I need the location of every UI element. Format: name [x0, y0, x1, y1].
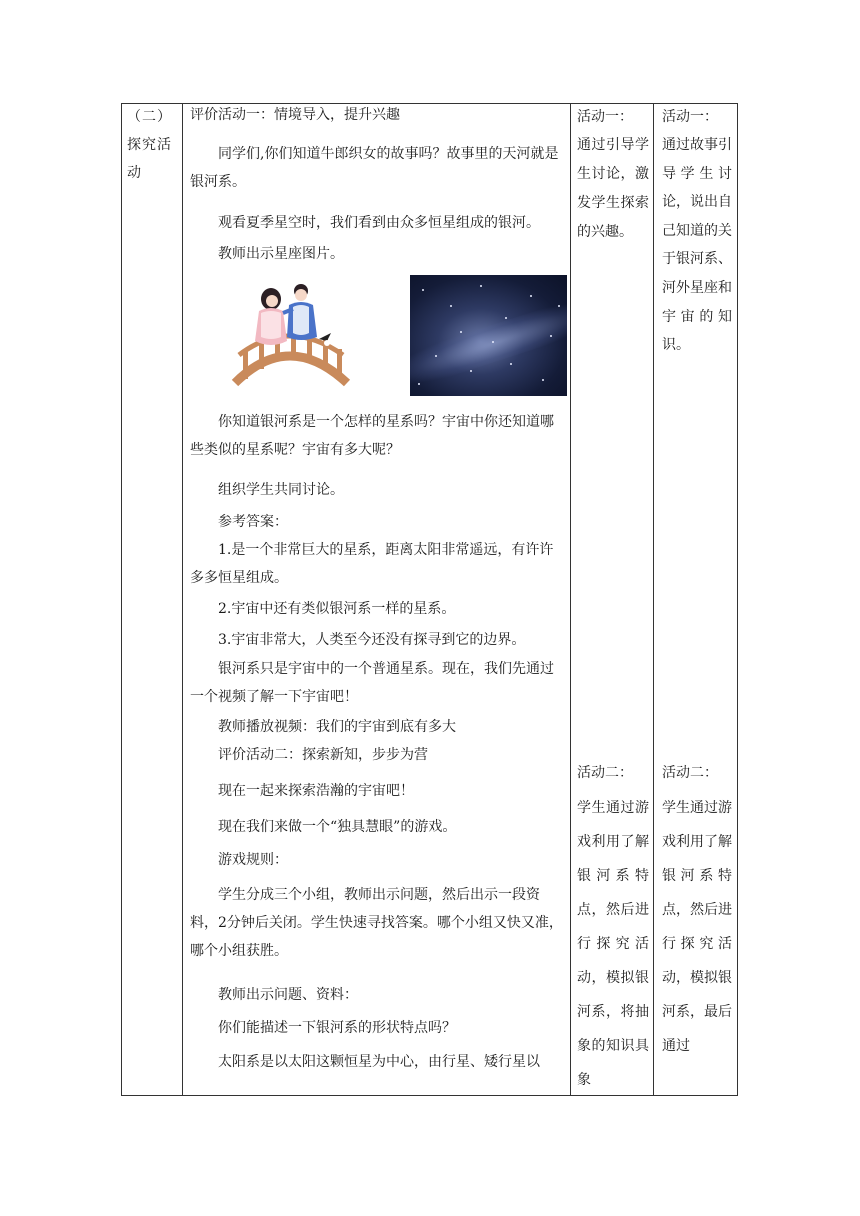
- section-cell: [121, 103, 182, 1096]
- activity-1-title: 评价活动一：情境导入，提升兴趣: [190, 107, 400, 123]
- milky-way-photo: [410, 275, 567, 396]
- section-label-3: 动: [127, 165, 142, 181]
- answer-2: 2.宇宙中还有类似银河系一样的星系。: [218, 601, 456, 617]
- paragraph-play-video: 教师播放视频：我们的宇宙到底有多大: [218, 719, 456, 735]
- paragraph-game-intro: 现在我们来做一个“独具慧眼”的游戏。: [218, 819, 457, 835]
- intent-2-title: 活动二：: [577, 765, 633, 781]
- evaluation-cell: [654, 103, 738, 1096]
- teaching-intent-cell: [571, 103, 653, 1096]
- intent-1-title: 活动一：: [577, 109, 633, 125]
- lesson-table: [121, 103, 738, 1096]
- paragraph-explore: 现在一起来探索浩瀚的宇宙吧！: [218, 783, 414, 799]
- evaluation-2-title: 活动二：: [662, 765, 718, 781]
- intent-1-text: 通过引导学生讨论，激发学生探索的兴趣。: [577, 137, 649, 240]
- paragraph-summer-sky: 观看夏季星空时，我们看到由众多恒星组成的银河。: [218, 215, 540, 231]
- cowherd-weaver-girl-illustration: [231, 279, 353, 391]
- activity-2-title: 评价活动二：探索新知，步步为营: [218, 747, 428, 763]
- evaluation-1-title: 活动一：: [662, 109, 718, 125]
- paragraph-rules-detail: 学生分成三个小组，教师出示问题，然后出示一段资料，2分钟后关闭。学生快速寻找答案。哪个小组又快又准，哪个小组获胜。: [190, 887, 563, 959]
- paragraph-shape-question: 你们能描述一下银河系的形状特点吗？: [218, 1020, 456, 1036]
- evaluation-1-text: 通过故事引导学生讨论，说出自己知道的关于银河系、河外星座和宇宙的知识。: [662, 137, 732, 354]
- answer-3: 3.宇宙非常大，人类至今还没有探寻到它的边界。: [218, 632, 526, 648]
- evaluation-2-text: 学生通过游戏利用了解银河系特点，然后进行探究活动，模拟银河系，最后通过: [662, 800, 732, 1054]
- paragraph-reference-answer: 参考答案：: [218, 514, 288, 530]
- paragraph-solar-system: 太阳系是以太阳这颗恒星为中心，由行星、矮行星以: [218, 1054, 540, 1070]
- paragraph-story-intro: 同学们,你们知道牛郎织女的故事吗？故事里的天河就是银河系。: [190, 146, 559, 190]
- answer-1: 1.是一个非常巨大的星系，距离太阳非常遥远，有许许多多恒星组成。: [190, 542, 554, 586]
- section-label-1: （二）: [127, 109, 172, 125]
- intent-2-text: 学生通过游戏利用了解银河系特点，然后进行探究活动，模拟银河系，将抽象的知识具象: [577, 800, 649, 1088]
- paragraph-galaxy-question: 你知道银河系是一个怎样的星系吗？宇宙中你还知道哪些类似的星系呢？宇宙有多大呢？: [190, 414, 554, 458]
- paragraph-show-materials: 教师出示问题、资料：: [218, 987, 358, 1003]
- section-label-2: 探究活: [127, 137, 172, 153]
- paragraph-discussion: 组织学生共同讨论。: [218, 482, 344, 498]
- paragraph-show-pictures: 教师出示星座图片。: [218, 246, 344, 262]
- main-content-cell: [183, 103, 570, 1096]
- paragraph-video-intro: 银河系只是宇宙中的一个普通星系。现在，我们先通过一个视频了解一下宇宙吧！: [190, 661, 554, 705]
- paragraph-game-rules: 游戏规则：: [218, 852, 288, 868]
